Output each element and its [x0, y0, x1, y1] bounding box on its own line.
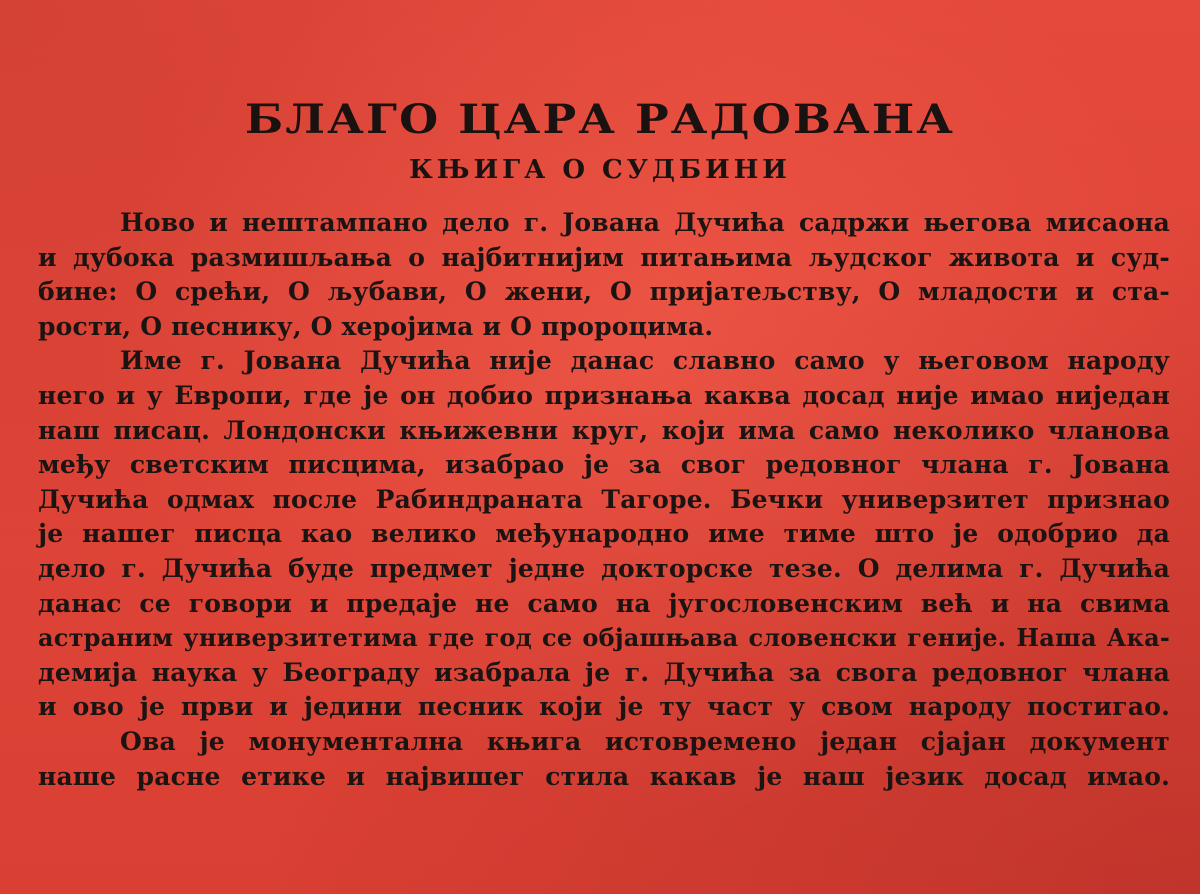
text-line: и ово је први и једини песник који је ту част у свом народу постигао.: [38, 692, 1170, 722]
text-line: Дучића одмах после Рабиндраната Тагоре. Бечки универзитет признао: [38, 484, 1170, 514]
page-title: БЛАГО ЦАРА РАДОВАНА: [244, 96, 956, 143]
text-line: рости, О песнику, О херојима и О пророцима.: [38, 311, 714, 341]
text-line: наш писац. Лондонски књижевни круг, који има само неколико чланова: [38, 415, 1170, 445]
text-line: данас се говори и предаје не само на југословенским већ и на свима: [38, 588, 1170, 618]
text-line: је нашег писца као велико међународно име тиме што је одобрио да: [38, 519, 1170, 549]
text-line: Ново и нештампано дело г. Јована Дучића садржи његова мисаона: [120, 208, 1170, 237]
text-line: Име г. Јована Дучића није данас славно само у његовом народу: [120, 346, 1170, 376]
text-line: бине: О срећи, О љубави, О жени, О пријатељству, О младости и ста-: [38, 277, 1170, 307]
text-line: и дубока размишљања о најбитнијим питањима људског живота и суд-: [38, 242, 1170, 272]
body-text: [38, 206, 1170, 794]
text-line: демија наука у Београду изабрала је г. Дучића за свога редовног члана: [38, 657, 1170, 687]
text-line: наше расне етике и највишег стила какав је наш језик досад имао.: [38, 761, 1170, 791]
text-line: Ова је монументална књига истовремено један сјајан документ: [120, 726, 1170, 756]
page-subtitle: КЊИГА О СУДБИНИ: [409, 155, 791, 185]
text-line: астраним универзитетима где год се објашњава словенски геније. Наша Ака-: [38, 623, 1170, 653]
text-line: дело г. Дучића буде предмет једне докторске тезе. О делима г. Дучића: [38, 553, 1170, 583]
text-line: него и у Европи, где је он добио признања каква досад није имао ниједан: [38, 380, 1170, 410]
text-line: међу светским писцима, изабрао је за свог редовног члана г. Јована: [38, 450, 1170, 480]
